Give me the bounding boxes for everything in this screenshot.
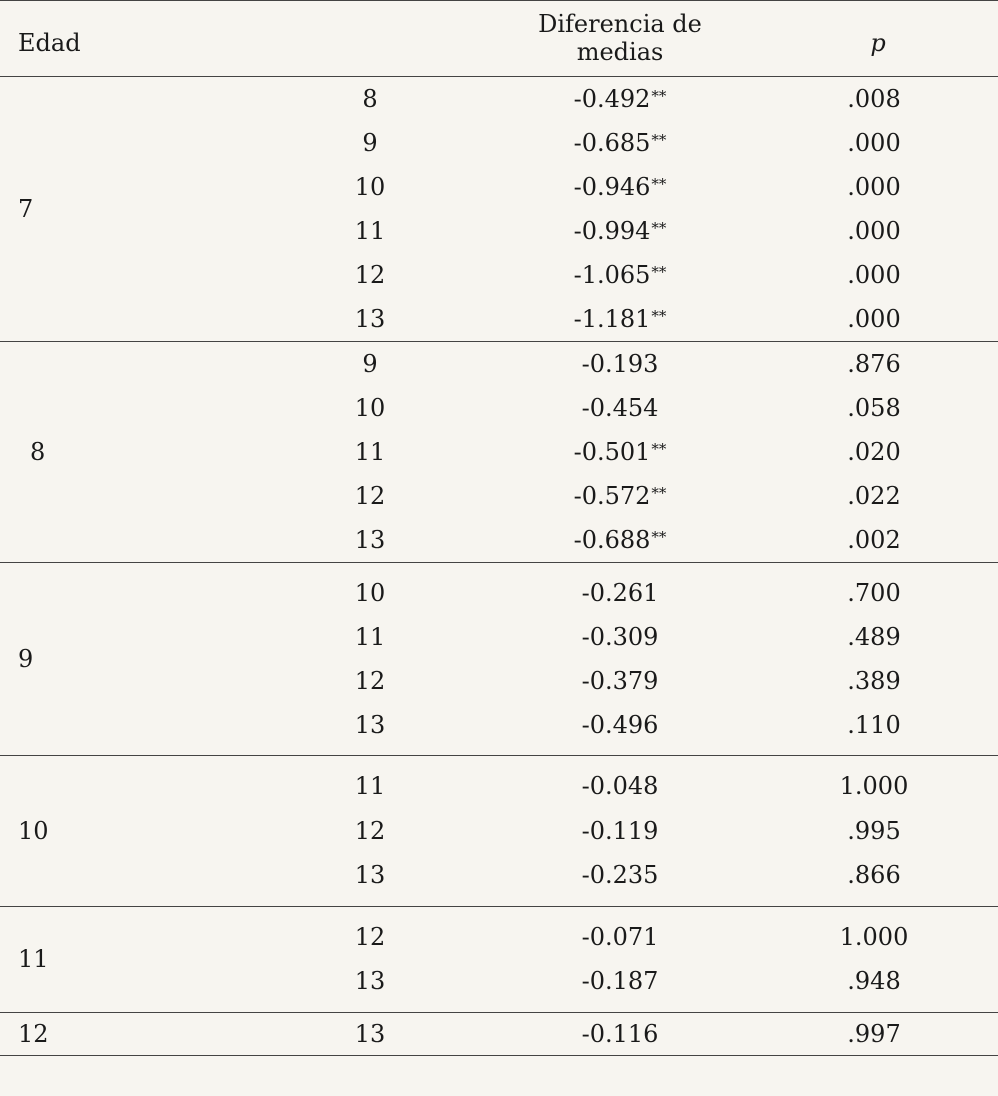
- mean-difference-value: -1.065: [573, 261, 651, 289]
- mean-difference-value: -0.071: [581, 922, 659, 951]
- significance-marker: **: [651, 263, 667, 281]
- row-group: [0, 563, 998, 756]
- mean-difference-value: -0.994: [573, 217, 651, 245]
- cell-mean-difference: [520, 764, 720, 809]
- cell-p-value: 1.000: [839, 772, 909, 800]
- header-diferencia-medias: [520, 10, 720, 66]
- header-diff-line2: medias: [576, 38, 664, 66]
- table-row: [0, 571, 998, 615]
- cell-comparison-age: 13: [354, 1019, 386, 1048]
- mean-difference-value: -0.116: [581, 1019, 659, 1048]
- row-group: [0, 342, 998, 563]
- table-row: [0, 253, 998, 297]
- significance-marker: **: [651, 175, 667, 193]
- cell-comparison-age: 13: [354, 711, 386, 739]
- cell-p-value: .000: [847, 129, 901, 157]
- cell-comparison-age: 11: [354, 438, 386, 466]
- header-p: p: [870, 29, 886, 57]
- cell-p-value: .008: [847, 85, 901, 113]
- table-row: [0, 342, 998, 386]
- table-row: [0, 615, 998, 659]
- cell-comparison-age: 10: [354, 173, 386, 201]
- cell-mean-difference: [520, 959, 720, 1004]
- cell-mean-difference: [520, 342, 720, 386]
- mean-difference-value: -0.501: [573, 438, 651, 466]
- mean-difference-value: -0.688: [573, 526, 651, 554]
- cell-mean-difference: [520, 253, 720, 297]
- cell-comparison-age: 11: [354, 217, 386, 245]
- cell-comparison-age: 10: [354, 394, 386, 422]
- mean-difference-value: -0.119: [581, 816, 659, 845]
- mean-difference-value: -0.454: [581, 394, 659, 422]
- cell-p-value: .110: [847, 711, 901, 739]
- cell-p-value: .000: [847, 173, 901, 201]
- cell-mean-difference: [520, 209, 720, 253]
- cell-p-value: 1.000: [839, 922, 909, 951]
- cell-comparison-age: 13: [354, 967, 386, 995]
- cell-comparison-age: 12: [354, 667, 386, 695]
- table-row: [0, 853, 998, 898]
- table-row: [0, 1013, 998, 1055]
- cell-mean-difference: [520, 518, 720, 562]
- cell-mean-difference: [520, 915, 720, 960]
- table-row: [0, 77, 998, 121]
- mean-difference-value: -0.235: [581, 861, 659, 889]
- cell-p-value: .700: [847, 579, 901, 607]
- significance-marker: **: [651, 219, 667, 237]
- cell-mean-difference: [520, 809, 720, 854]
- table-row: [0, 165, 998, 209]
- cell-comparison-age: 11: [354, 623, 386, 651]
- significance-marker: **: [651, 87, 667, 105]
- mean-difference-value: -0.187: [581, 967, 659, 995]
- cell-comparison-age: 10: [354, 579, 386, 607]
- group-label: 12: [18, 1019, 49, 1048]
- cell-comparison-age: 13: [354, 526, 386, 554]
- row-group: [0, 756, 998, 907]
- table-row: [0, 959, 998, 1004]
- cell-p-value: .389: [847, 667, 901, 695]
- cell-p-value: .866: [847, 861, 901, 889]
- cell-p-value: .948: [847, 967, 901, 995]
- cell-p-value: .000: [847, 261, 901, 289]
- cell-p-value: .022: [847, 482, 901, 510]
- cell-p-value: .020: [847, 438, 901, 466]
- cell-mean-difference: [520, 121, 720, 165]
- table-row: [0, 386, 998, 430]
- mean-difference-value: -0.946: [573, 173, 651, 201]
- cell-comparison-age: 13: [354, 861, 386, 889]
- row-group: [0, 1013, 998, 1056]
- table-row: [0, 703, 998, 747]
- header-diff-line1: Diferencia de: [538, 10, 702, 38]
- table-row: [0, 764, 998, 809]
- cell-comparison-age: 12: [354, 922, 386, 951]
- cell-comparison-age: 13: [354, 305, 386, 333]
- group-label: 11: [18, 945, 49, 973]
- cell-comparison-age: 9: [362, 350, 378, 378]
- cell-comparison-age: 9: [362, 129, 378, 157]
- cell-comparison-age: 12: [354, 261, 386, 289]
- table-row: [0, 474, 998, 518]
- cell-mean-difference: [520, 165, 720, 209]
- table-row: [0, 659, 998, 703]
- mean-difference-value: -0.193: [581, 350, 659, 378]
- table-row: [0, 209, 998, 253]
- table-row: [0, 297, 998, 341]
- table-row: [0, 518, 998, 562]
- cell-p-value: .002: [847, 526, 901, 554]
- cell-mean-difference: [520, 659, 720, 703]
- significance-marker: **: [651, 484, 667, 502]
- cell-mean-difference: [520, 386, 720, 430]
- cell-p-value: .058: [847, 394, 901, 422]
- mean-difference-value: -0.048: [581, 772, 659, 800]
- cell-mean-difference: [520, 430, 720, 474]
- table-body: [0, 77, 998, 1056]
- cell-comparison-age: 12: [354, 816, 386, 845]
- significance-marker: **: [651, 440, 667, 458]
- cell-mean-difference: [520, 77, 720, 121]
- cell-p-value: .000: [847, 305, 901, 333]
- table-row: [0, 915, 998, 960]
- row-group: [0, 77, 998, 342]
- table-header: [0, 0, 998, 77]
- header-edad: Edad: [18, 29, 81, 57]
- group-label: 7: [18, 195, 34, 223]
- table-row: [0, 430, 998, 474]
- significance-marker: **: [651, 131, 667, 149]
- cell-mean-difference: [520, 615, 720, 659]
- table-row: [0, 809, 998, 854]
- group-label: 8: [30, 438, 46, 466]
- cell-p-value: .997: [847, 1019, 901, 1048]
- mean-difference-value: -0.261: [581, 579, 659, 607]
- cell-comparison-age: 12: [354, 482, 386, 510]
- mean-difference-value: -1.181: [573, 305, 651, 333]
- cell-mean-difference: [520, 297, 720, 341]
- cell-p-value: .489: [847, 623, 901, 651]
- table-row: [0, 121, 998, 165]
- cell-p-value: .876: [847, 350, 901, 378]
- cell-comparison-age: 8: [362, 85, 378, 113]
- row-group: [0, 907, 998, 1013]
- mean-difference-value: -0.496: [581, 711, 659, 739]
- cell-mean-difference: [520, 703, 720, 747]
- significance-marker: **: [651, 528, 667, 546]
- group-label: 10: [18, 816, 49, 845]
- mean-difference-value: -0.379: [581, 667, 659, 695]
- significance-marker: **: [651, 307, 667, 325]
- group-label: 9: [18, 645, 34, 673]
- cell-mean-difference: [520, 571, 720, 615]
- mean-difference-value: -0.492: [573, 85, 651, 113]
- cell-mean-difference: [520, 474, 720, 518]
- cell-comparison-age: 11: [354, 772, 386, 800]
- mean-difference-value: -0.572: [573, 482, 651, 510]
- cell-mean-difference: [520, 1013, 720, 1055]
- cell-p-value: .000: [847, 217, 901, 245]
- mean-difference-value: -0.685: [573, 129, 651, 157]
- cell-mean-difference: [520, 853, 720, 898]
- cell-p-value: .995: [847, 816, 901, 845]
- mean-difference-value: -0.309: [581, 623, 659, 651]
